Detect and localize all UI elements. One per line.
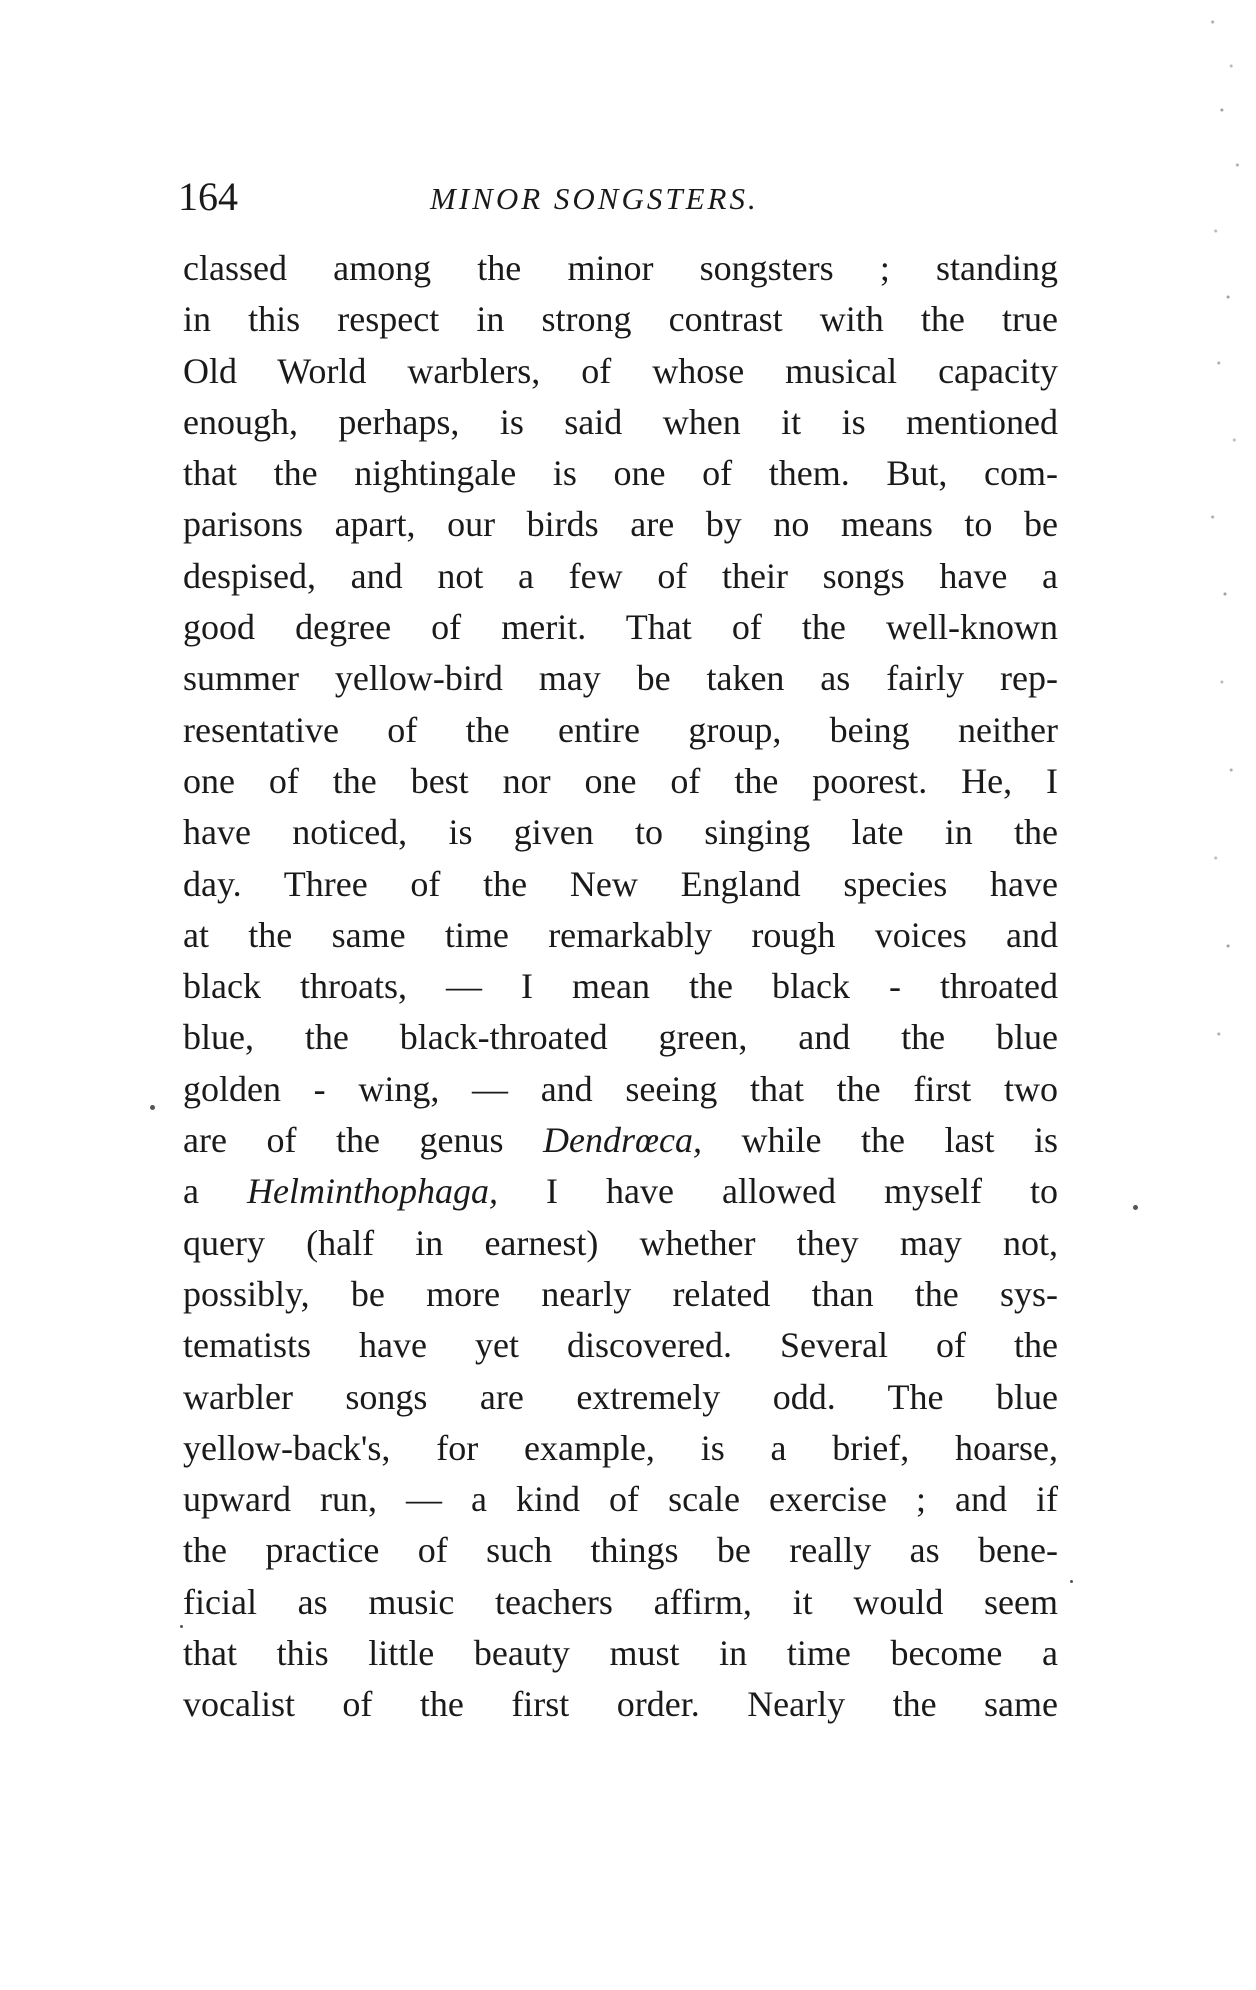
text-line: classed among the minor songsters ; standing <box>183 248 1058 288</box>
text-line: in this respect in strong contrast with the true <box>183 299 1058 340</box>
text-line: the practice of such things be really as bene- <box>183 1530 1058 1571</box>
text-line: day. Three of the New England species have <box>183 863 1058 904</box>
text-line: golden - wing, — and seeing that the first two <box>183 1068 1058 1109</box>
text-segment: a <box>183 1171 248 1212</box>
text-segment: are of the genus <box>183 1120 543 1161</box>
text-line: good degree of merit. That of the well-known <box>183 607 1058 648</box>
text-line: enough, perhaps, is said when it is mentioned <box>183 401 1058 442</box>
text-line: that the nightingale is one of them. But, com- <box>183 453 1058 494</box>
text-line: blue, the black-throated green, and the blue <box>183 1017 1058 1058</box>
paper-speck <box>180 1625 183 1628</box>
text-line: summer yellow-bird may be taken as fairly rep- <box>183 658 1058 699</box>
italic-genus-name: Helminthophaga, <box>247 1171 498 1212</box>
running-head: MINOR SONGSTERS. <box>430 181 759 216</box>
page-number: 164 <box>178 174 238 219</box>
text-line: tematists have yet discovered. Several of the <box>183 1325 1058 1366</box>
paper-speck <box>1133 1205 1138 1210</box>
italic-genus-name: Dendrœca, <box>542 1120 702 1161</box>
text-line: that this little beauty must in time become a <box>183 1633 1058 1674</box>
text-line: yellow-back's, for example, is a brief, hoarse, <box>183 1427 1058 1468</box>
text-segment: I have allowed myself to <box>498 1171 1058 1212</box>
text-line: query (half in earnest) whether they may not, <box>183 1222 1058 1263</box>
paper-speck <box>1070 1580 1073 1583</box>
text-line: vocalist of the first order. Nearly the same <box>183 1684 1058 1725</box>
text-line: have noticed, is given to singing late in the <box>183 812 1058 853</box>
text-line: black throats, — I mean the black - throated <box>183 966 1058 1007</box>
text-line: one of the best nor one of the poorest. He, I <box>183 760 1058 801</box>
body-text <box>183 243 1058 1731</box>
text-line: upward run, — a kind of scale exercise ; and if <box>183 1479 1058 1520</box>
text-line: ficial as music teachers affirm, it would seem <box>183 1581 1058 1622</box>
text-line: resentative of the entire group, being neither <box>183 709 1058 750</box>
paper-speck <box>150 1105 155 1110</box>
text-line-with-italic <box>183 1115 1058 1166</box>
text-line: parisons apart, our birds are by no means to be <box>183 504 1058 545</box>
page-header <box>178 172 1068 222</box>
text-line: at the same time remarkably rough voices and <box>183 914 1058 955</box>
text-line-with-italic <box>183 1166 1058 1217</box>
text-line: possibly, be more nearly related than the sys- <box>183 1273 1058 1314</box>
page-edge-bleed <box>1194 0 1256 1100</box>
text-line: Old World warblers, of whose musical capacity <box>183 350 1058 391</box>
text-line: warbler songs are extremely odd. The blue <box>183 1376 1058 1417</box>
text-segment: while the last is <box>701 1120 1058 1161</box>
text-line: despised, and not a few of their songs have a <box>183 555 1058 596</box>
